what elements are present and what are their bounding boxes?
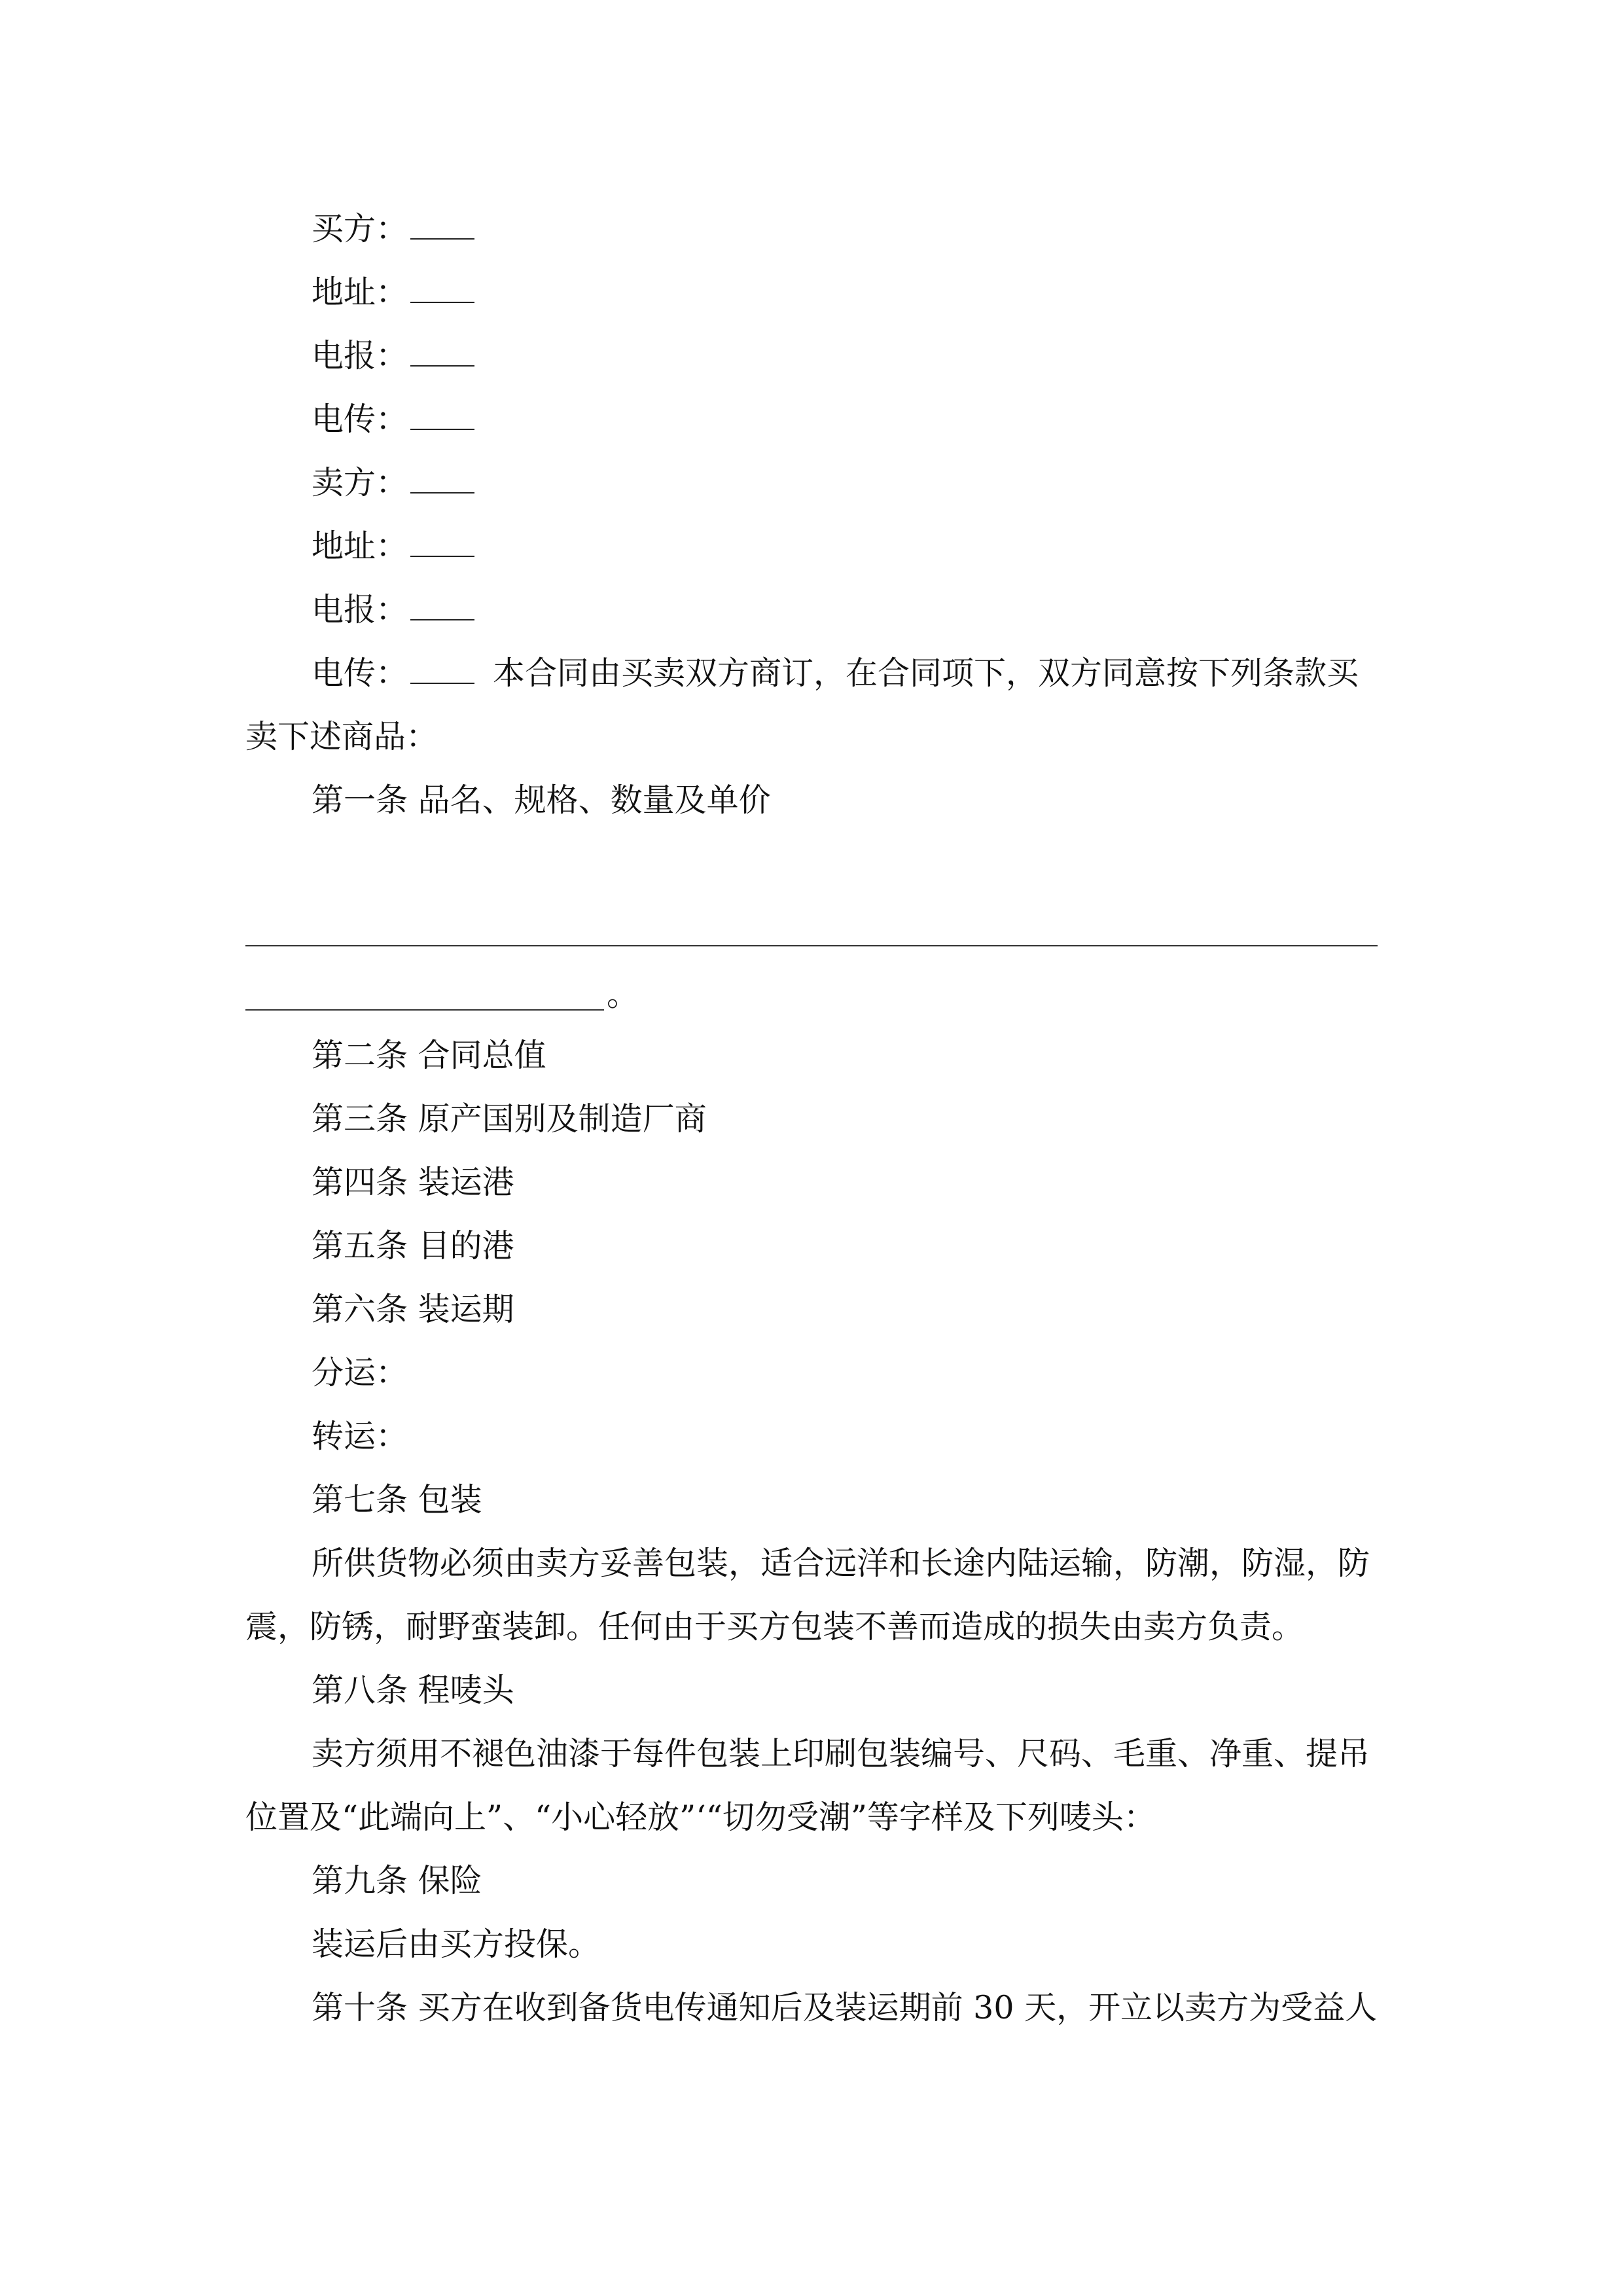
seller-address-line <box>312 527 474 566</box>
article-1-fill-rule-2[interactable] <box>245 1009 604 1011</box>
preamble-line-2: 卖下述商品： <box>245 718 438 755</box>
buyer-line <box>312 209 474 249</box>
buyer-fax-blank[interactable] <box>410 403 474 430</box>
article-2-heading: 第二条 合同总值 <box>312 1037 546 1074</box>
article-8-body-2: 位置及“此端向上”、“小心轻放”‘“切勿受潮”等字样及下列唛头： <box>245 1799 1156 1836</box>
article-7-body-1: 所供货物必须由卖方妥善包装，适合远洋和长途内陆运输，防潮，防湿，防 <box>312 1545 1370 1582</box>
article-5-heading: 第五条 目的港 <box>312 1227 514 1265</box>
article-8-heading: 第八条 程唛头 <box>312 1672 514 1709</box>
article-6-partial-shipment: 分运： <box>312 1354 408 1391</box>
seller-label: 卖方： <box>312 464 408 501</box>
buyer-telegram-line <box>312 336 474 376</box>
buyer-address-line <box>312 273 474 312</box>
seller-address-label: 地址： <box>312 528 408 565</box>
buyer-fax-label: 电传： <box>312 401 408 438</box>
buyer-address-blank[interactable] <box>410 276 474 303</box>
seller-blank[interactable] <box>410 466 474 493</box>
buyer-fax-line <box>312 400 474 439</box>
seller-fax-blank[interactable] <box>410 656 474 684</box>
buyer-label: 买方： <box>312 210 408 247</box>
buyer-telegram-blank[interactable] <box>410 339 474 367</box>
seller-line <box>312 463 474 503</box>
seller-fax-label: 电传： <box>312 655 408 692</box>
article-3-heading: 第三条 原产国别及制造厂商 <box>312 1100 707 1138</box>
article-7-body-2: 震，防锈，耐野蛮装卸。任何由于买方包装不善而造成的损失由卖方负责。 <box>245 1608 1304 1645</box>
article-1-fill-rule-1[interactable] <box>245 945 1378 946</box>
article-1-end-mark: 。 <box>607 976 639 1013</box>
seller-telegram-line <box>312 590 474 630</box>
article-9-body: 装运后由买方投保。 <box>312 1926 601 1963</box>
article-7-heading: 第七条 包装 <box>312 1481 482 1518</box>
buyer-telegram-label: 电报： <box>312 337 408 374</box>
seller-telegram-blank[interactable] <box>410 593 474 620</box>
article-6-transshipment: 转运： <box>312 1418 408 1455</box>
article-4-heading: 第四条 装运港 <box>312 1164 514 1201</box>
article-1-heading: 第一条 品名、规格、数量及单价 <box>312 781 771 819</box>
buyer-blank[interactable] <box>410 212 474 240</box>
article-6-heading: 第六条 装运期 <box>312 1291 514 1328</box>
buyer-address-label: 地址： <box>312 274 408 311</box>
seller-telegram-label: 电报： <box>312 591 408 628</box>
seller-address-blank[interactable] <box>410 529 474 557</box>
seller-fax-line <box>312 654 1359 693</box>
article-10-heading: 第十条 买方在收到备货电传通知后及装运期前 30 天，开立以卖方为受益人 <box>312 1989 1378 2026</box>
article-9-heading: 第九条 保险 <box>312 1862 482 1899</box>
article-8-body-1: 卖方须用不褪色油漆于每件包装上印刷包装编号、尺码、毛重、净重、提吊 <box>312 1735 1370 1772</box>
preamble-text: 本合同由买卖双方商订，在合同项下，双方同意按下列条款买 <box>493 655 1359 692</box>
